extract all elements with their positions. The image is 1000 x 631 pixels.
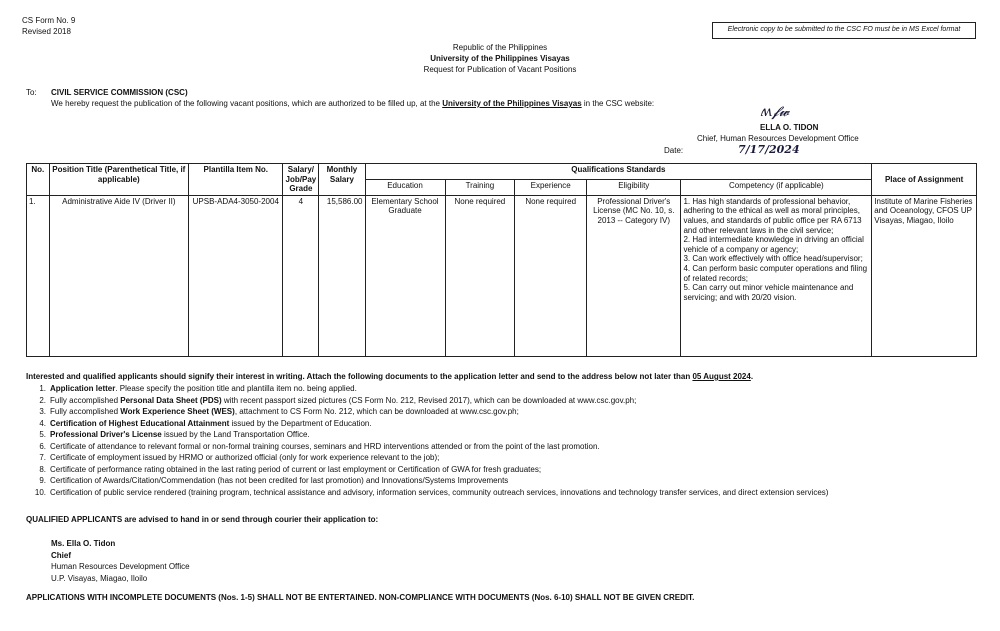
col-salary-grade: Salary/ Job/Pay Grade <box>283 164 319 196</box>
cell-salary: 15,586.00 <box>319 195 365 356</box>
header-university: University of the Philippines Visayas <box>430 54 570 63</box>
competency-item: 1. Has high standards of professional behavior, adhering to the ethical as well as moral principles, values, and standards of public office per RA 6713 and other relevant laws in the civil service; <box>683 196 862 235</box>
table-header-row <box>27 164 977 180</box>
col-training: Training <box>445 179 515 195</box>
cell-plantilla: UPSB-ADA4-3050-2004 <box>189 195 283 356</box>
table-row <box>27 195 977 356</box>
list-item: 2. Fully accomplished Personal Data Sheet (PDS) with recent passport sized pictures (CS Form No. 212, Revised 2017), which can be downloaded at www.csc.gov.ph; <box>39 395 637 405</box>
date-value: 7/17/2024 <box>738 143 800 156</box>
col-position: Position Title (Parenthetical Title, if applicable) <box>49 164 189 196</box>
address-name: Ms. Ella O. Tidon <box>51 539 116 548</box>
request-pre: We hereby request the publication of the following vacant positions, which are authorized to be filled up, at the <box>51 99 443 108</box>
form-identifier <box>22 15 75 37</box>
mailing-address <box>51 538 190 584</box>
competency-item: 3. Can work effectively with office head/supervisor; <box>683 254 863 264</box>
form-number: CS Form No. 9 <box>22 16 76 25</box>
list-item: 6. Certificate of attendance to relevant formal or non-formal training courses, seminars and HRD interventions attended or from the point of the last promotion. <box>39 441 600 451</box>
cell-competency <box>681 195 872 356</box>
to-addressee: CIVIL SERVICE COMMISSION (CSC) <box>51 88 188 97</box>
to-label: To: <box>26 88 37 97</box>
excel-format-notice: Electronic copy to be submitted to the CSC FO must be in MS Excel format <box>712 22 976 39</box>
signatory-name: ELLA O. TIDON <box>760 123 819 132</box>
cell-place: Institute of Marine Fisheries and Oceanology, CFOS UP Visayas, Miagao, Iloilo <box>872 195 977 356</box>
cell-training: None required <box>445 195 515 356</box>
request-post: in the CSC website: <box>581 99 655 108</box>
competency-item: 5. Can carry out minor vehicle maintenance and servicing; and with 20/20 vision. <box>683 283 854 302</box>
header-republic: Republic of the Philippines <box>452 43 548 52</box>
col-qualifications: Qualifications Standards <box>365 164 872 180</box>
list-item: 7. Certificate of employment issued by HRMO or authorized official (only for work experience relevant to the job); <box>39 453 440 462</box>
final-notice: APPLICATIONS WITH INCOMPLETE DOCUMENTS (Nos. 1-5) SHALL NOT BE ENTERTAINED. NON-COMPLIANCE WITH DOCUMENTS (Nos. 6-10) SHALL NOT BE GIVEN CREDIT. <box>26 593 695 602</box>
col-no: No. <box>27 164 50 196</box>
form-revised: Revised 2018 <box>22 27 71 36</box>
col-monthly-salary: Monthly Salary <box>319 164 365 196</box>
cell-education: Elementary School Graduate <box>365 195 445 356</box>
signatory-title: Chief, Human Resources Development Office <box>697 134 859 143</box>
address-location: U.P. Visayas, Miagao, Iloilo <box>51 573 148 583</box>
address-office: Human Resources Development Office <box>51 562 190 571</box>
cell-position: Administrative Aide IV (Driver II) <box>49 195 189 356</box>
competency-item: 4. Can perform basic computer operations and filing of related records; <box>683 263 868 283</box>
list-item: 5. Professional Driver's License issued by the Land Transportation Office. <box>39 430 310 439</box>
interested-text: Interested and qualified applicants should signify their interest in writing. Attach the following documents to the application letter and send to the address below not later than <box>26 372 693 381</box>
list-item: 9. Certification of Awards/Citation/Commendation (has not been credited for last promotion) and Innovations/Systems Improvements <box>39 476 509 485</box>
address-position: Chief <box>51 550 71 560</box>
list-item: 3. Fully accomplished Work Experience Sheet (WES), attachment to CS Form No. 212, which can be downloaded at www.csc.gov.ph; <box>39 407 519 416</box>
request-agency: University of the Philippines Visayas <box>442 99 582 108</box>
cell-eligibility: Professional Driver's License (MC No. 10, s. 2013 -- Category IV) <box>587 195 681 356</box>
vacant-positions-table <box>26 163 977 357</box>
header-request-title: Request for Publication of Vacant Positions <box>423 65 577 74</box>
list-item: 1. Application letter. Please specify the position title and plantilla item no. being applied. <box>39 384 357 393</box>
list-item: 10. Certification of public service rendered (training program, technical assistance and advisory, information services, community outreach services, innovations and technology transfer services, and direct extension services) <box>34 487 829 497</box>
cell-no: 1. <box>27 195 50 356</box>
col-plantilla: Plantilla Item No. <box>189 164 283 196</box>
cell-experience: None required <box>515 195 587 356</box>
requirements-list <box>26 384 828 499</box>
cell-grade: 4 <box>283 195 319 356</box>
interested-end: . <box>750 372 754 381</box>
col-experience: Experience <box>515 179 587 195</box>
list-item: 4. Certification of Highest Educational Attainment issued by the Department of Education. <box>39 418 372 428</box>
deadline-date: 05 August 2024 <box>692 372 751 381</box>
request-sentence <box>51 99 654 109</box>
col-place: Place of Assignment <box>872 164 977 196</box>
col-education: Education <box>365 179 445 195</box>
interested-statement <box>26 372 753 382</box>
competency-item: 2. Had intermediate knowledge in driving an official vehicle of a company or agency; <box>683 235 864 254</box>
date-label: Date: <box>664 146 684 155</box>
col-competency: Competency (if applicable) <box>681 179 872 195</box>
list-item: 8. Certificate of performance rating obtained in the last rating period of current or last employment or Certification of GWA for fresh graduates; <box>39 464 542 474</box>
col-eligibility: Eligibility <box>587 179 681 195</box>
signature-mark: ʍ𝓯𝔀 <box>760 104 790 120</box>
qualified-applicants-note: QUALIFIED APPLICANTS are advised to hand in or send through courier their application to: <box>26 515 379 524</box>
